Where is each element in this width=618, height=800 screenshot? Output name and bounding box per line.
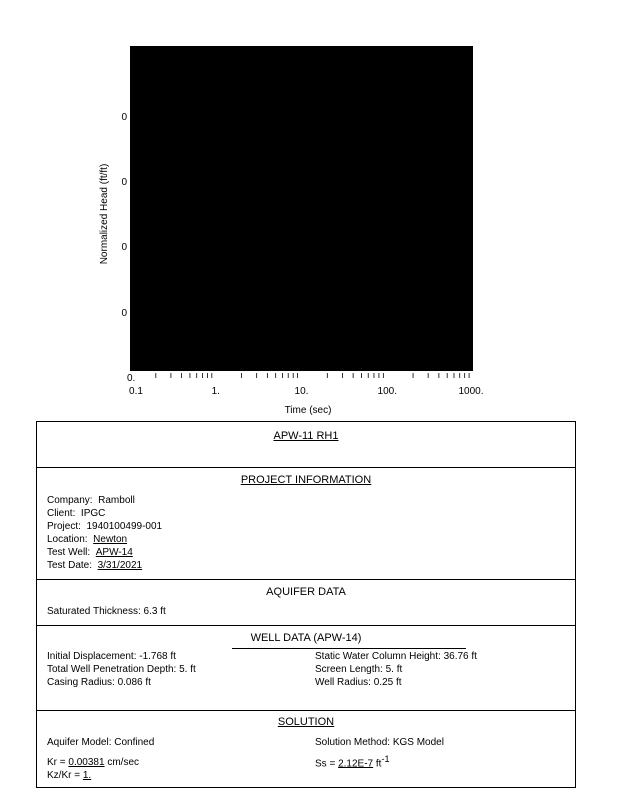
total-penetration-depth: Total Well Penetration Depth: 5. ft bbox=[47, 664, 196, 675]
casing-radius: Casing Radius: 0.086 ft bbox=[47, 677, 151, 688]
x-tick-label: 10. bbox=[294, 386, 309, 397]
well-data-section bbox=[37, 625, 575, 710]
y-axis-label: Normalized Head (ft/ft) bbox=[99, 163, 110, 265]
x-tick-label: 0.1 bbox=[129, 386, 143, 397]
test-title: APW-11 RH1 bbox=[273, 430, 339, 442]
y-tick-label: 0 bbox=[121, 242, 127, 253]
solution-section bbox=[37, 710, 575, 788]
y-tick-label: 0. bbox=[127, 373, 136, 384]
saturated-thickness: Saturated Thickness: 6.3 ft bbox=[47, 606, 166, 617]
well-data-heading-rule bbox=[232, 648, 466, 649]
well-radius: Well Radius: 0.25 ft bbox=[315, 677, 402, 688]
project-row: Project: 1940100499-001 bbox=[47, 521, 163, 532]
aquifer-model: Aquifer Model: Confined bbox=[47, 737, 155, 748]
y-tick-label: 0 bbox=[121, 177, 127, 188]
x-tick-label: 1. bbox=[211, 386, 220, 397]
company-row: Company: Ramboll bbox=[47, 495, 135, 506]
test-date-row: Test Date: 3/31/2021 bbox=[47, 560, 143, 571]
solution-method: Solution Method: KGS Model bbox=[315, 737, 444, 748]
report-panel bbox=[36, 421, 576, 788]
plot-area bbox=[130, 46, 473, 371]
static-water-column-height: Static Water Column Height: 36.76 ft bbox=[315, 651, 477, 662]
test-well-row: Test Well: APW-14 bbox=[47, 547, 133, 558]
x-axis-label: Time (sec) bbox=[284, 405, 332, 416]
y-tick-label: 0 bbox=[121, 112, 127, 123]
x-minor-ticks bbox=[156, 373, 469, 378]
x-tick-label: 1000. bbox=[458, 386, 484, 397]
y-tick-label: 0 bbox=[121, 308, 127, 319]
kz-kr-row: Kz/Kr = 1. bbox=[47, 770, 92, 781]
project-information-section bbox=[37, 467, 575, 579]
project-information-heading: PROJECT INFORMATION bbox=[240, 474, 372, 486]
well-data-heading: WELL DATA (APW-14) bbox=[250, 632, 362, 644]
x-tick-labels bbox=[129, 386, 483, 397]
x-tick-label: 100. bbox=[377, 386, 397, 397]
screen-length: Screen Length: 5. ft bbox=[315, 664, 403, 675]
location-row: Location: Newton bbox=[47, 534, 128, 545]
initial-displacement: Initial Displacement: -1.768 ft bbox=[47, 651, 176, 662]
ss-row: Ss = 2.12E-7 $ft^{-1}$ bbox=[315, 754, 390, 770]
client-row: Client: IPGC bbox=[47, 508, 106, 519]
aquifer-data-section bbox=[37, 579, 575, 625]
kr-row: Kr = 0.00381 cm/sec bbox=[47, 757, 140, 768]
solution-heading: SOLUTION bbox=[277, 716, 335, 728]
aquifer-data-heading: AQUIFER DATA bbox=[266, 586, 346, 598]
